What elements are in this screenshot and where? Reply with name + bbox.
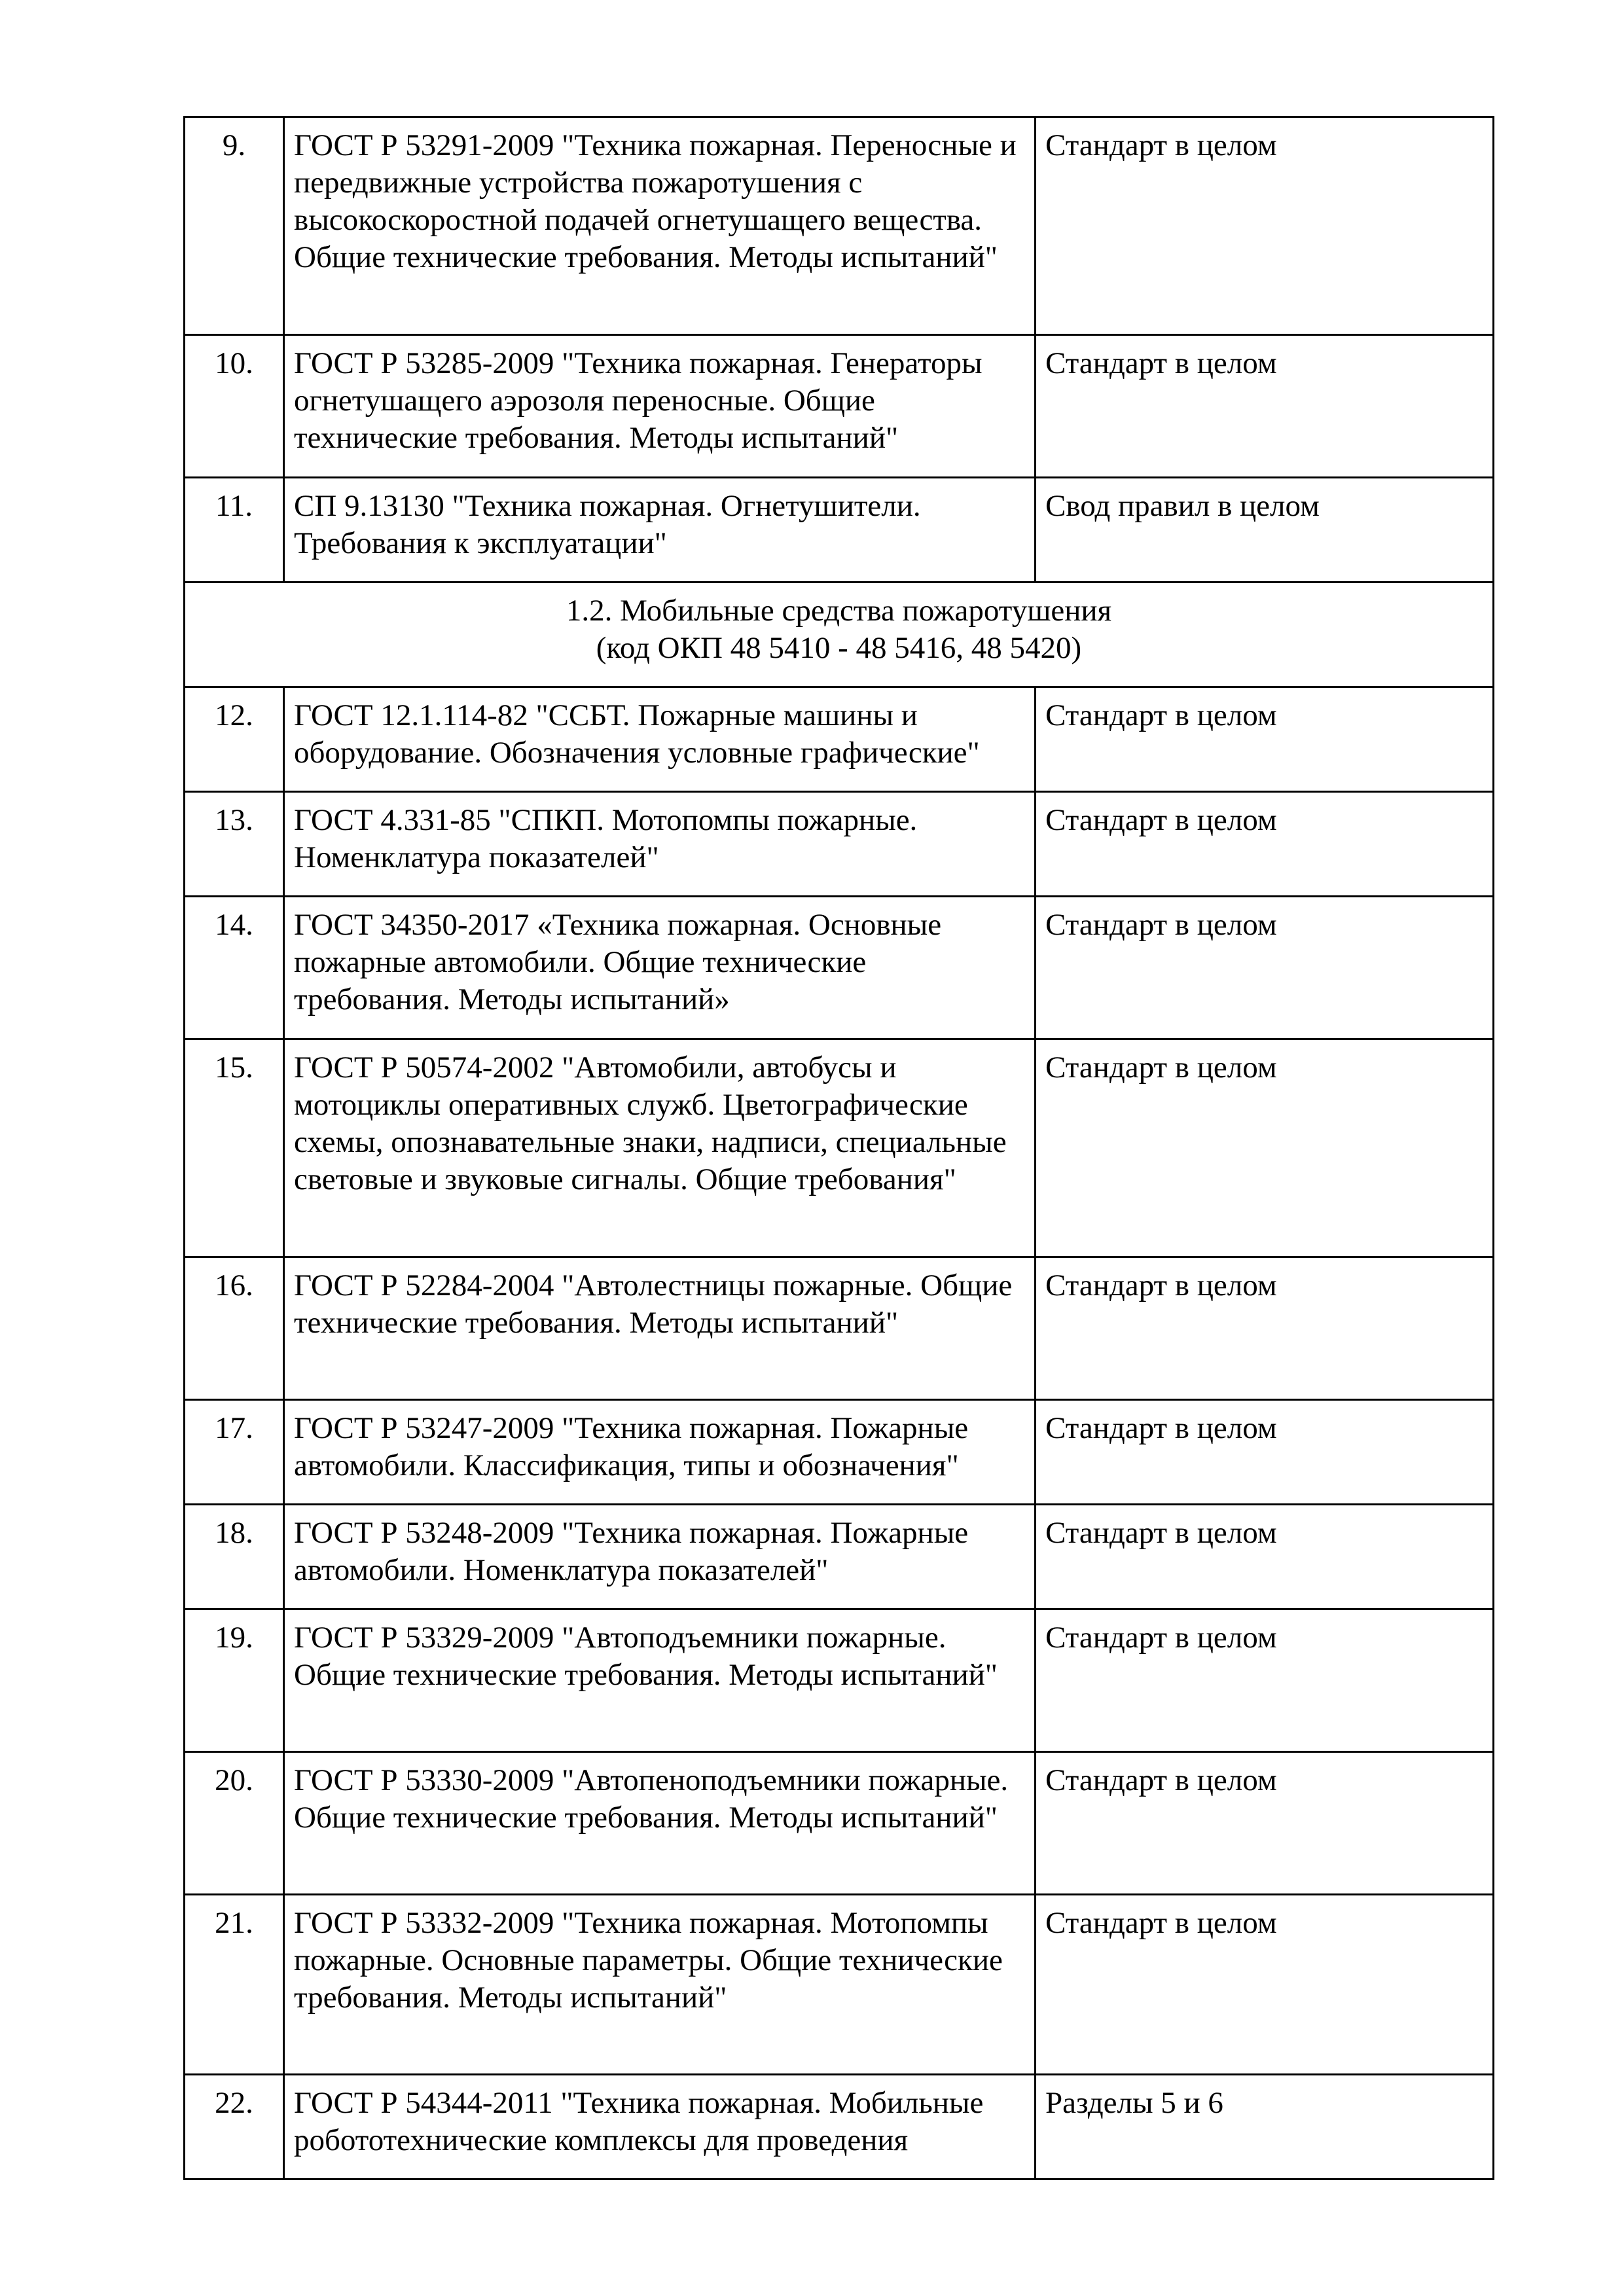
row-number: 14. [185,897,284,1039]
document-title: ГОСТ Р 53247-2009 "Техника пожарная. Пожарные автомобили. Классификация, типы и обозначения" [284,1400,1036,1505]
row-number: 22. [185,2075,284,2179]
application-scope: Стандарт в целом [1036,687,1494,792]
table-row [185,478,1494,583]
document-title: ГОСТ Р 52284-2004 "Автолестницы пожарные. Общие технические требования. Методы испытаний" [284,1257,1036,1400]
document-title: ГОСТ Р 53329-2009 "Автоподъемники пожарные. Общие технические требования. Методы испытаний" [284,1609,1036,1752]
application-scope: Стандарт в целом [1036,897,1494,1039]
row-number: 21. [185,1895,284,2075]
document-title: ГОСТ Р 53248-2009 "Техника пожарная. Пожарные автомобили. Номенклатура показателей" [284,1505,1036,1609]
row-number: 17. [185,1400,284,1505]
table-row [185,1505,1494,1609]
table-row [185,1039,1494,1257]
application-scope: Стандарт в целом [1036,335,1494,478]
document-title: СП 9.13130 "Техника пожарная. Огнетушители. Требования к эксплуатации" [284,478,1036,583]
table-row [185,1257,1494,1400]
table-row [185,1895,1494,2075]
row-number: 15. [185,1039,284,1257]
application-scope: Разделы 5 и 6 [1036,2075,1494,2179]
table-row [185,1400,1494,1505]
row-number: 18. [185,1505,284,1609]
document-title: ГОСТ Р 53291-2009 "Техника пожарная. Переносные и передвижные устройства пожаротушения с высокоскоростной подачей огнетушащего вещества. Общие технические требования. Методы испытаний" [284,117,1036,335]
application-scope: Стандарт в целом [1036,1609,1494,1752]
application-scope: Стандарт в целом [1036,1752,1494,1895]
section-header-row [185,583,1494,687]
document-title: ГОСТ Р 54344-2011 "Техника пожарная. Мобильные робототехнические комплексы для проведения [284,2075,1036,2179]
document-title: ГОСТ 12.1.114-82 "ССБТ. Пожарные машины и оборудование. Обозначения условные графические" [284,687,1036,792]
document-title: ГОСТ 34350-2017 «Техника пожарная. Основные пожарные автомобили. Общие технические требования. Методы испытаний» [284,897,1036,1039]
application-scope: Стандарт в целом [1036,1895,1494,2075]
row-number: 12. [185,687,284,792]
table-row [185,2075,1494,2179]
table-row [185,335,1494,478]
document-title: ГОСТ Р 53332-2009 "Техника пожарная. Мотопомпы пожарные. Основные параметры. Общие технические требования. Методы испытаний" [284,1895,1036,2075]
document-title: ГОСТ Р 50574-2002 "Автомобили, автобусы и мотоциклы оперативных служб. Цветографические схемы, опознавательные знаки, надписи, специальные световые и звуковые сигналы. Общие требования" [284,1039,1036,1257]
application-scope: Стандарт в целом [1036,1400,1494,1505]
table-row [185,897,1494,1039]
section-title: 1.2. Мобильные средства пожаротушения [566,594,1112,628]
row-number: 20. [185,1752,284,1895]
document-title: ГОСТ 4.331-85 "СПКП. Мотопомпы пожарные. Номенклатура показателей" [284,792,1036,897]
section-code: (код ОКП 48 5410 - 48 5416, 48 5420) [596,631,1082,665]
table-row [185,792,1494,897]
row-number: 9. [185,117,284,335]
standards-table [183,116,1494,2180]
application-scope: Стандарт в целом [1036,1505,1494,1609]
application-scope: Свод правил в целом [1036,478,1494,583]
row-number: 10. [185,335,284,478]
application-scope: Стандарт в целом [1036,1039,1494,1257]
row-number: 19. [185,1609,284,1752]
application-scope: Стандарт в целом [1036,1257,1494,1400]
document-title: ГОСТ Р 53285-2009 "Техника пожарная. Генераторы огнетушащего аэрозоля переносные. Общие технические требования. Методы испытаний" [284,335,1036,478]
application-scope: Стандарт в целом [1036,792,1494,897]
table-row [185,1752,1494,1895]
application-scope: Стандарт в целом [1036,117,1494,335]
row-number: 11. [185,478,284,583]
table-row [185,1609,1494,1752]
document-title: ГОСТ Р 53330-2009 "Автопеноподъемники пожарные. Общие технические требования. Методы испытаний" [284,1752,1036,1895]
section-heading [185,583,1494,687]
table-row [185,117,1494,335]
row-number: 13. [185,792,284,897]
row-number: 16. [185,1257,284,1400]
table-row [185,687,1494,792]
